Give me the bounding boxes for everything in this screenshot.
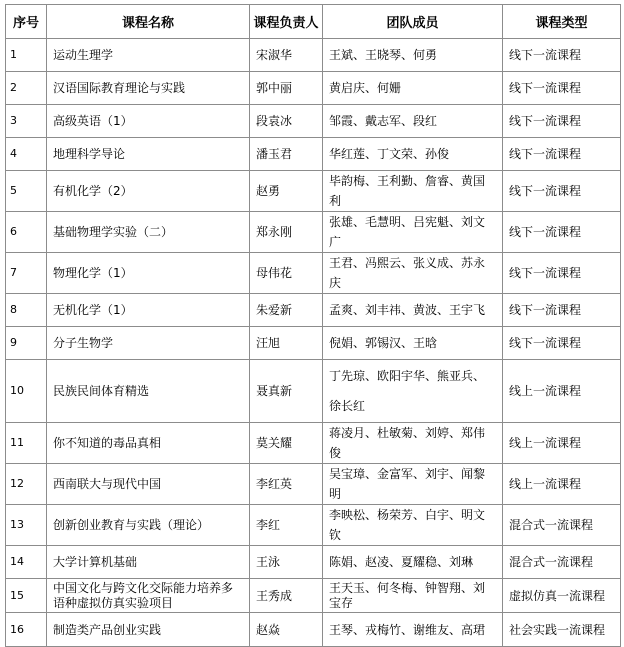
table-row [6, 171, 621, 212]
row-index: 1 [6, 39, 47, 72]
team-members: 陈娟、赵凌、夏耀稳、刘琳 [323, 546, 503, 579]
table-row [6, 138, 621, 171]
team-members: 张雄、毛慧明、吕宪魁、刘文广 [323, 212, 503, 253]
course-type: 线下一流课程 [503, 39, 621, 72]
row-index: 14 [6, 546, 47, 579]
team-members: 李映松、杨荣芳、白宇、明文钦 [323, 505, 503, 546]
table-row [6, 212, 621, 253]
row-index: 12 [6, 464, 47, 505]
course-list [5, 4, 621, 647]
course-name: 有机化学（2） [47, 171, 250, 212]
course-name: 制造类产品创业实践 [47, 613, 250, 647]
table-row [6, 39, 621, 72]
table-row [6, 253, 621, 294]
course-name: 运动生理学 [47, 39, 250, 72]
row-index: 2 [6, 72, 47, 105]
course-name: 西南联大与现代中国 [47, 464, 250, 505]
course-type: 虚拟仿真一流课程 [503, 579, 621, 613]
course-name: 分子生物学 [47, 327, 250, 360]
row-index: 7 [6, 253, 47, 294]
course-lead: 朱爱新 [250, 294, 323, 327]
team-members: 王琴、戎梅竹、谢维友、高珺 [323, 613, 503, 647]
course-type: 线下一流课程 [503, 253, 621, 294]
row-index: 6 [6, 212, 47, 253]
course-lead: 宋淑华 [250, 39, 323, 72]
header-team-members: 团队成员 [323, 5, 503, 39]
table-header-row [6, 5, 621, 39]
course-name: 物理化学（1） [47, 253, 250, 294]
table-row [6, 327, 621, 360]
course-name: 汉语国际教育理论与实践 [47, 72, 250, 105]
team-members: 倪娟、郭锡汉、王晗 [323, 327, 503, 360]
course-type: 线下一流课程 [503, 138, 621, 171]
course-type: 线上一流课程 [503, 360, 621, 423]
team-members: 丁先琼、欧阳宇华、熊亚兵、徐长红 [323, 360, 503, 423]
team-members: 蒋凌月、杜敏菊、刘婷、郑伟俊 [323, 423, 503, 464]
row-index: 10 [6, 360, 47, 423]
course-name: 大学计算机基础 [47, 546, 250, 579]
course-type: 线下一流课程 [503, 105, 621, 138]
course-lead: 王秀成 [250, 579, 323, 613]
row-index: 15 [6, 579, 47, 613]
course-lead: 莫关耀 [250, 423, 323, 464]
team-members: 毕韵梅、王利勤、詹睿、黄国利 [323, 171, 503, 212]
table-row [6, 464, 621, 505]
row-index: 16 [6, 613, 47, 647]
row-index: 8 [6, 294, 47, 327]
team-members: 邹霞、戴志军、段红 [323, 105, 503, 138]
course-lead: 潘玉君 [250, 138, 323, 171]
header-index: 序号 [6, 5, 47, 39]
row-index: 4 [6, 138, 47, 171]
team-members: 吴宝璋、金富军、刘宇、闻黎明 [323, 464, 503, 505]
course-lead: 郭中丽 [250, 72, 323, 105]
team-members: 华红莲、丁文荣、孙俊 [323, 138, 503, 171]
table-row [6, 105, 621, 138]
course-lead: 汪旭 [250, 327, 323, 360]
course-name: 无机化学（1） [47, 294, 250, 327]
course-name: 你不知道的毒品真相 [47, 423, 250, 464]
course-name: 基础物理学实验（二） [47, 212, 250, 253]
course-lead: 聂真新 [250, 360, 323, 423]
team-members: 黄启庆、何姗 [323, 72, 503, 105]
course-lead: 李红英 [250, 464, 323, 505]
course-type: 线下一流课程 [503, 294, 621, 327]
course-type: 混合式一流课程 [503, 546, 621, 579]
row-index: 11 [6, 423, 47, 464]
row-index: 13 [6, 505, 47, 546]
header-course-type: 课程类型 [503, 5, 621, 39]
table-row [6, 505, 621, 546]
table-row [6, 72, 621, 105]
table-row [6, 579, 621, 613]
team-members: 王斌、王晓琴、何勇 [323, 39, 503, 72]
course-type: 线下一流课程 [503, 212, 621, 253]
course-type: 社会实践一流课程 [503, 613, 621, 647]
header-course-lead: 课程负责人 [250, 5, 323, 39]
course-lead: 赵勇 [250, 171, 323, 212]
course-type: 线下一流课程 [503, 72, 621, 105]
course-name: 民族民间体育精选 [47, 360, 250, 423]
course-type: 线上一流课程 [503, 423, 621, 464]
row-index: 3 [6, 105, 47, 138]
course-name: 地理科学导论 [47, 138, 250, 171]
course-table [5, 4, 621, 647]
course-type: 线上一流课程 [503, 464, 621, 505]
course-lead: 赵焱 [250, 613, 323, 647]
course-type: 混合式一流课程 [503, 505, 621, 546]
row-index: 5 [6, 171, 47, 212]
team-members: 孟爽、刘丰祎、黄波、王宇飞 [323, 294, 503, 327]
course-name: 中国文化与跨文化交际能力培养多语种虚拟仿真实验项目 [47, 579, 250, 613]
team-members: 王君、冯熙云、张义成、苏永庆 [323, 253, 503, 294]
table-row [6, 613, 621, 647]
table-row [6, 423, 621, 464]
course-type: 线下一流课程 [503, 171, 621, 212]
table-row [6, 546, 621, 579]
course-lead: 郑永刚 [250, 212, 323, 253]
course-name: 高级英语（1） [47, 105, 250, 138]
course-lead: 王泳 [250, 546, 323, 579]
course-lead: 母伟花 [250, 253, 323, 294]
course-lead: 段袁冰 [250, 105, 323, 138]
table-row [6, 294, 621, 327]
course-name: 创新创业教育与实践（理论） [47, 505, 250, 546]
course-lead: 李红 [250, 505, 323, 546]
row-index: 9 [6, 327, 47, 360]
table-row [6, 360, 621, 423]
team-members: 王天玉、何冬梅、钟智翔、刘宝存 [323, 579, 503, 613]
header-course-name: 课程名称 [47, 5, 250, 39]
course-type: 线下一流课程 [503, 327, 621, 360]
